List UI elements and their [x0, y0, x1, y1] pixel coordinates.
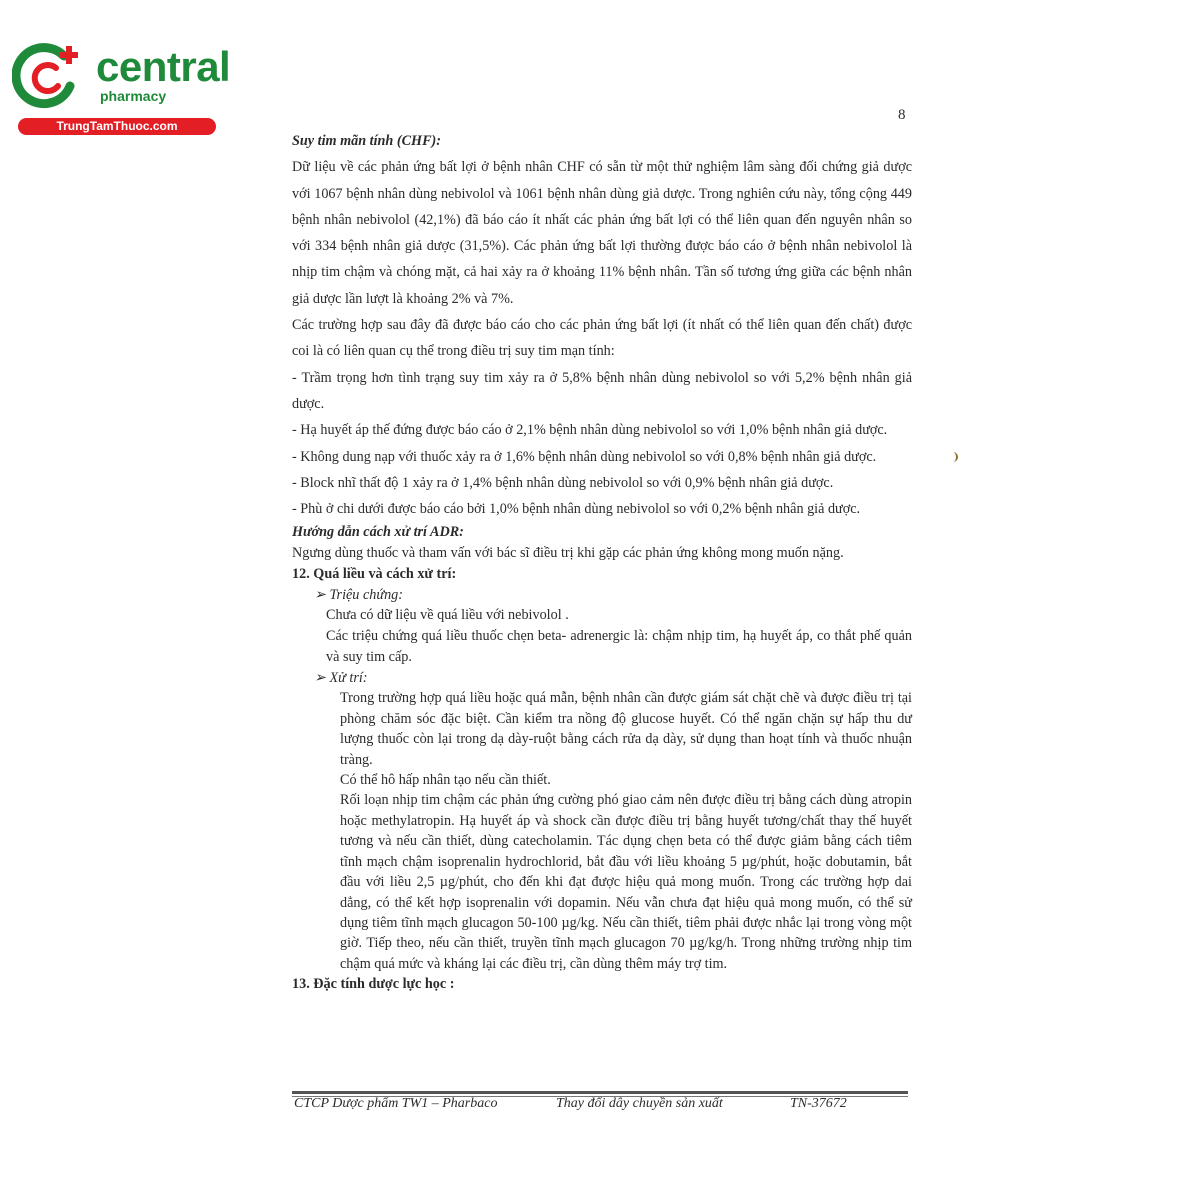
footer-rule — [292, 1091, 908, 1094]
arrow-bullet-icon: ➢ — [314, 587, 330, 604]
brand-subtitle: pharmacy — [100, 88, 167, 104]
margin-mark — [950, 452, 958, 462]
treatment-text-1: Trong trường hợp quá liều hoặc quá mẫn, bệnh nhân cần được giám sát chặt chẽ và được điều trị tại phòng chăm sóc đặc biệt. Cần kiểm tra nồng độ glucose huyết. Có thể ngăn chặn sự hấp thu dư lượng thuốc còn lại trong dạ dày-ruột bằng cách rửa dạ dày, sử dụng than hoạt tính và thuốc nhuận tràng. — [340, 690, 912, 768]
treatment-label: ➢ Xử trí: — [314, 670, 368, 687]
chf-paragraph-1: Dữ liệu về các phản ứng bất lợi ở bệnh nhân CHF có sẵn từ một thử nghiệm lâm sàng đối chứng giả dược với 1067 bệnh nhân dùng nebivolol và 1061 bệnh nhân dùng giả dược. Trong nghiên cứu này, tổng cộng 449 bệnh nhân nebivolol (42,1%) đã báo cáo ít nhất các phản ứng bất lợi có thể liên quan đến nguyên nhân so với 334 bệnh nhân giả dược (31,5%). Các phản ứng bất lợi thường được báo cáo ở bệnh nhân nebivolol là nhịp tim chậm và chóng mặt, cả hai xảy ra ở khoảng 11% bệnh nhân. Tần số tương ứng giữa các bệnh nhân giả dược lần lượt là khoảng 2% và 7%. — [292, 159, 912, 307]
chf-item: - Hạ huyết áp thế đứng được báo cáo ở 2,1% bệnh nhân dùng nebivolol so với 1,0% bệnh nhân giả dược. — [292, 422, 888, 439]
page-number: 8 — [898, 107, 906, 123]
arrow-bullet-icon: ➢ — [314, 670, 330, 687]
footer-company: CTCP Dược phẩm TW1 – Pharbaco — [294, 1096, 498, 1111]
footer-code: TN-37672 — [790, 1096, 847, 1111]
brand-url: TrungTamThuoc.com — [18, 118, 216, 135]
chf-item: - Phù ở chi dưới được báo cáo bởi 1,0% bệnh nhân dùng nebivolol so với 0,2% bệnh nhân giả dược. — [292, 501, 861, 518]
central-pharmacy-logo — [8, 38, 231, 138]
treatment-text-2: Có thể hô hấp nhân tạo nếu cần thiết. — [340, 772, 551, 789]
footer-note: Thay đổi dây chuyền sản xuất — [556, 1096, 723, 1111]
pharmacodynamics-heading: 13. Đặc tính dược lực học : — [292, 976, 455, 993]
pharmacy-cross-logo-icon — [12, 42, 86, 112]
overdose-heading: 12. Quá liều và cách xử trí: — [292, 566, 457, 583]
symptoms-text-2: Các triệu chứng quá liều thuốc chẹn beta- adrenergic là: chậm nhịp tim, hạ huyết áp, co thắt phế quản và suy tim cấp. — [326, 628, 912, 666]
symptoms-label: ➢ Triệu chứng: — [314, 587, 403, 604]
chf-item: - Block nhĩ thất độ 1 xảy ra ở 1,4% bệnh nhân dùng nebivolol so với 0,9% bệnh nhân giả dược. — [292, 474, 834, 491]
chf-heading: Suy tim mãn tính (CHF): — [292, 133, 442, 149]
document-body — [292, 128, 912, 995]
adr-text: Ngưng dùng thuốc và tham vấn với bác sĩ điều trị khi gặp các phản ứng không mong muốn nặng. — [292, 545, 844, 562]
chf-paragraph-2: Các trường hợp sau đây đã được báo cáo cho các phản ứng bất lợi (ít nhất có thể liên quan đến chất) được coi là có liên quan cụ thể trong điều trị suy tim mạn tính: — [292, 317, 912, 360]
chf-item: - Trầm trọng hơn tình trạng suy tim xảy ra ở 5,8% bệnh nhân dùng nebivolol so với 5,2% bệnh nhân giả dược. — [292, 369, 912, 412]
brand-name: central — [96, 43, 231, 90]
adr-heading: Hướng dẫn cách xử trí ADR: — [292, 524, 464, 541]
symptoms-text-1: Chưa có dữ liệu về quá liều với nebivolol . — [326, 607, 569, 624]
chf-item: - Không dung nạp với thuốc xảy ra ở 1,6% bệnh nhân dùng nebivolol so với 0,8% bệnh nhân giả dược. — [292, 448, 877, 465]
treatment-text-3: Rối loạn nhịp tim chậm các phản ứng cường phó giao cảm nên được điều trị bằng cách dùng atropin hoặc methylatropin. Hạ huyết áp và shock cần được điều trị bằng huyết tương/chất thay thế huyết tương và nếu cần thiết, dùng catecholamin. Tác dụng chẹn beta có thể được giảm bằng cách tiêm tĩnh mạch chậm isoprenalin hydrochlorid, bắt đầu với liều khoảng 5 µg/phút, hoặc dobutamin, bắt đầu với liều 2,5 µg/phút, cho đến khi đạt được hiệu quả mong muốn. Trong các trường hợp dai dẳng, có thể kết hợp isoprenalin với dopamin. Nếu vẫn chưa đạt hiệu quả mong muốn, có thể sử dụng tiêm tĩnh mạch glucagon 50-100 µg/kg. Nếu cần thiết, tiêm phải được nhắc lại trong vòng một giờ. Tiếp theo, nếu cần thiết, truyền tĩnh mạch glucagon 70 µg/kg/h. Trong những trường nhịp tim chậm quá mức và kháng lại các điều trị, cần dùng thêm máy trợ tim. — [340, 792, 912, 972]
